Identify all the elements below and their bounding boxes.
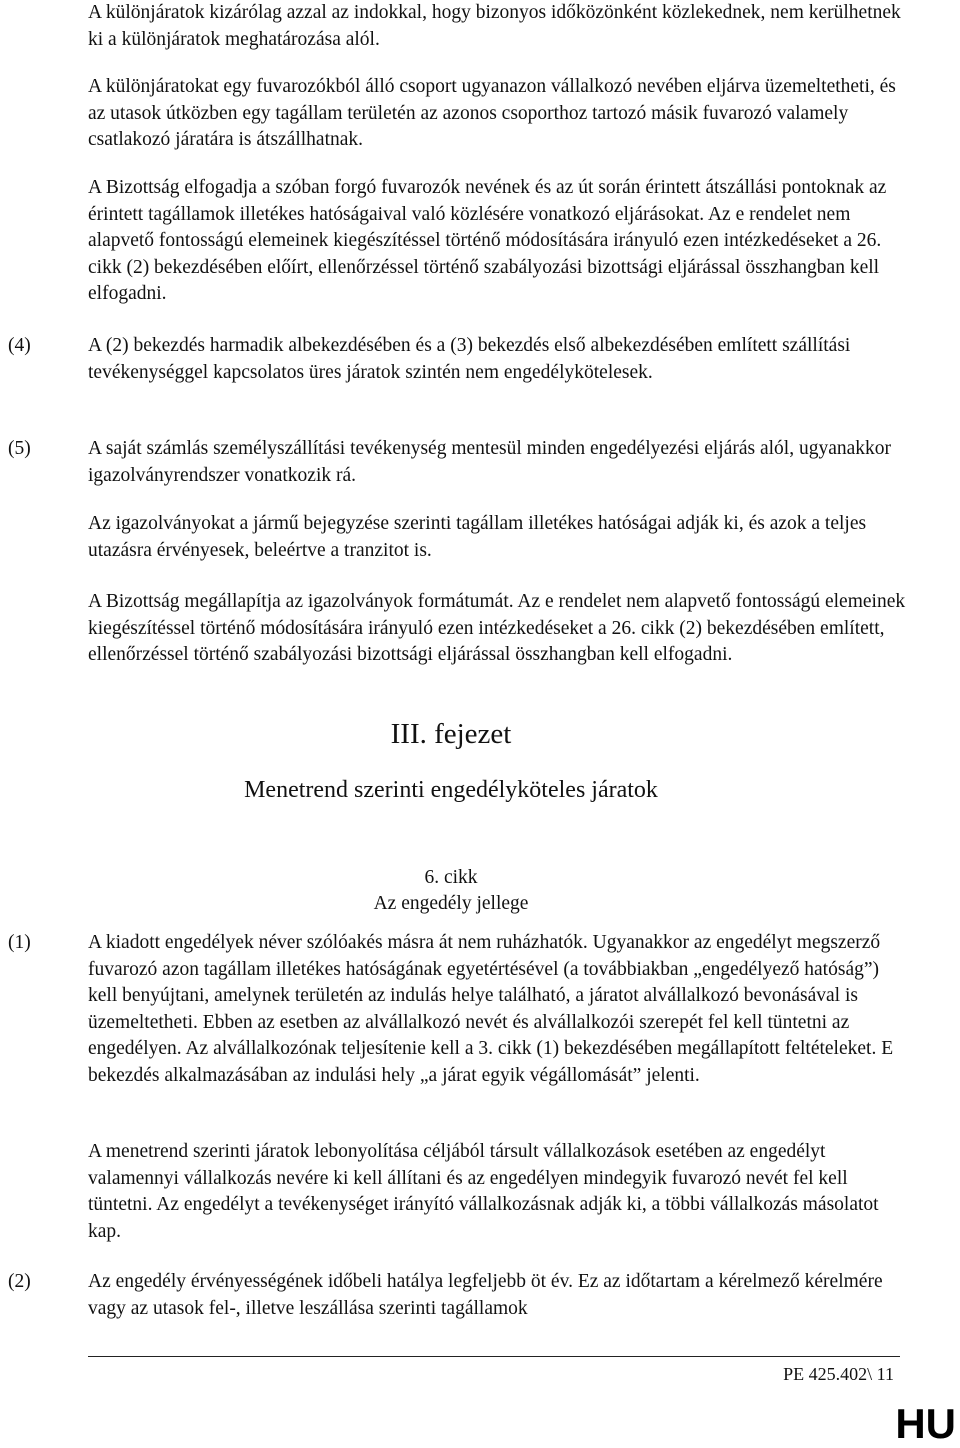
article-title: Az engedély jellege <box>373 893 529 914</box>
paragraph: Az engedély érvényességének időbeli hatálya legfeljebb öt év. Ez az időtartam a kérelmező kérelmére vagy az utasok fel-, illetve leszállása szerinti tagállamok <box>88 1271 883 1319</box>
paragraph: A kiadott engedélyek néver szólóakés másra át nem ruházhatók. Ugyanakkor az engedélyt megszerző fuvarozó azon tagállam illetékes hatóságának egyetértésével (a továbbiakban „engedélyező hatóság”) kell benyújtani, amelynek területén az indulás helye található, a járatot alvállalkozó bevonásával is üzemeltetheti. Ebben az esetben az alvállalkozó nevét és alvállalkozói szerepét fel kell tüntetni az engedélyen. Az alvállalkozónak teljesítenie kell a 3. cikk (1) bekezdésében megállapított feltételeket. E bekezdés alkalmazásában az indulási hely „a járat egyik végállomását” jelenti. <box>88 932 894 1086</box>
paragraph-number: (4) <box>8 335 31 356</box>
paragraph: A (2) bekezdés harmadik albekezdésében és a (3) bekezdés első albekezdésében említett szállítási tevékenységgel kapcsolatos üres járatok szintén nem engedélykötelesek. <box>88 335 851 383</box>
paragraph: A Bizottság megállapítja az igazolványok formátumát. Az e rendelet nem alapvető fontosságú elemeinek kiegészítéssel történő módosítására irányuló ezen intézkedéseket a 26. cikk (2) bekezdésében említett, ellenőrzéssel történő szabályozási bizottsági eljárással összhangban kell elfogadni. <box>88 591 906 666</box>
document-reference: PE 425.402\ 11 <box>783 1364 894 1384</box>
chapter-title: Menetrend szerinti engedélyköteles járatok <box>244 777 658 803</box>
paragraph: Az igazolványokat a jármű bejegyzése szerinti tagállam illetékes hatóságai adják ki, és azok a teljes utazásra érvényesek, beleértve a tranzitot is. <box>88 513 867 561</box>
paragraph: A különjáratok kizárólag azzal az indokkal, hogy bizonyos időközönként közlekednek, nem kerülhetnek ki a különjáratok meghatározása alól. <box>88 2 901 50</box>
paragraph-number: (5) <box>8 438 31 459</box>
chapter-heading: III. fejezet <box>390 718 512 750</box>
paragraph: A Bizottság elfogadja a szóban forgó fuvarozók nevének és az út során érintett átszállási pontoknak az érintett tagállamok illetékes hatóságaival való közlésére vonatkozó eljárásokat. Az e rendelet nem alapvető fontosságú elemeinek kiegészítéssel történő módosítására irányuló ezen intézkedéseket a 26. cikk (2) bekezdésében előírt, ellenőrzéssel történő szabályozási bizottsági eljárással összhangban kell elfogadni. <box>88 177 887 305</box>
paragraph-number: (1) <box>8 932 31 953</box>
footer-divider <box>88 1356 900 1357</box>
paragraph: A különjáratokat egy fuvarozókból álló csoport ugyanazon vállalkozó nevében eljárva üzemeltetheti, és az utasok útközben egy tagállam területén az azonos csoporthoz tartozó másik fuvarozó valamely csatlakozó járatára is átszállhatnak. <box>88 76 896 151</box>
paragraph: A menetrend szerinti járatok lebonyolítása céljából társult vállalkozások esetében az engedélyt valamennyi vállalkozás nevére ki kell állítani és az engedélyen mindegyik fuvarozó nevét fel kell tüntetni. Az engedélyt a tevékenységet irányító vállalkozásnak adják ki, a többi vállalkozás másolatot kap. <box>88 1141 879 1242</box>
article-number: 6. cikk <box>424 867 478 888</box>
paragraph: A saját számlás személyszállítási tevékenység mentesül minden engedélyezési eljárás alól, ugyanakkor igazolványrendszer vonatkozik rá. <box>88 438 892 486</box>
paragraph-number: (2) <box>8 1271 31 1292</box>
language-code: HU <box>895 1400 956 1447</box>
